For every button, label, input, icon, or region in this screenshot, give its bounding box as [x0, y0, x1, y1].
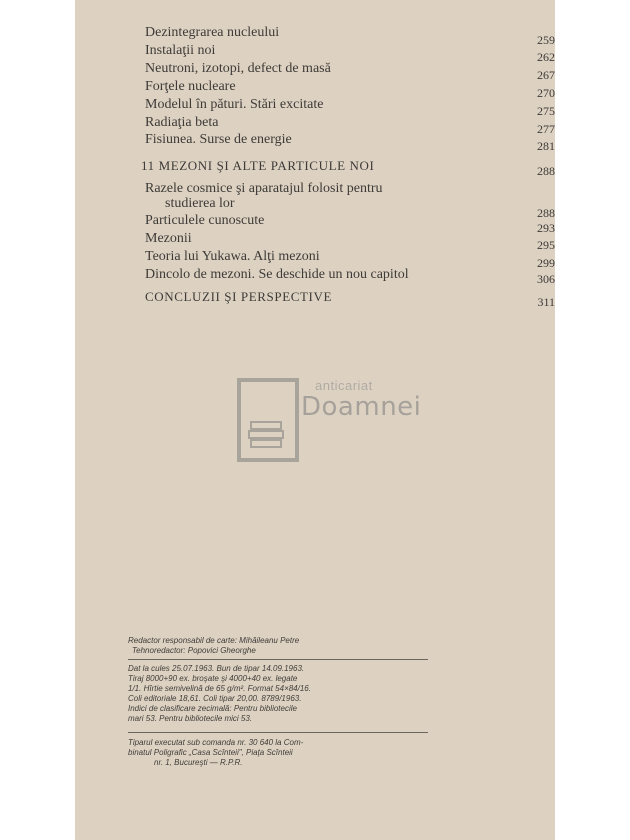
- colophon-line: 1/1. Hîrtie semivelină de 65 g/m². Format 54×84/16.: [128, 684, 311, 693]
- toc-entry-page: 259: [537, 33, 555, 47]
- colophon-printer: [128, 738, 428, 768]
- toc-entry: [75, 42, 555, 64]
- toc-entry-page: 293: [537, 221, 555, 235]
- toc-entry: [75, 195, 555, 220]
- toc-entry-title: Instalaţii noi: [145, 43, 216, 58]
- toc-entry-page: 295: [537, 238, 555, 252]
- toc-chapter: [75, 288, 555, 309]
- toc-entry-title: Radiaţia beta: [145, 115, 219, 130]
- toc-entry: [75, 24, 555, 47]
- toc-entry-title: Dincolo de mezoni. Se deschide un nou capitol: [145, 267, 409, 282]
- colophon-line: Tiparul executat sub comanda nr. 30 640 la Com-: [128, 738, 304, 747]
- colophon-line: Tiraj 8000+90 ex. broşate şi 4000+40 ex. legate: [128, 674, 298, 683]
- watermark-line2: Doamnei: [301, 392, 422, 422]
- toc-entry-title: Neutroni, izotopi, defect de masă: [145, 61, 331, 76]
- toc-entry-title: Mezonii: [145, 231, 192, 246]
- toc-entry-page: 299: [537, 256, 555, 270]
- toc-entry: [75, 78, 555, 100]
- colophon-line: Coli editoriale 18,61. Coli tipar 20,00. 8789/1963.: [128, 694, 302, 703]
- toc-entry: [75, 230, 555, 252]
- toc-entry-title: Particulele cunoscute: [145, 213, 265, 228]
- toc-entry: [75, 114, 555, 136]
- toc-entry-title: Fisiunea. Surse de energie: [145, 132, 292, 147]
- toc-entry: [75, 131, 555, 153]
- toc-chapter-title: 11 MEZONI ŞI ALTE PARTICULE NOI: [141, 158, 375, 173]
- toc-entry-page: 270: [537, 86, 555, 100]
- toc-entry-title: Dezintegrarea nucleului: [145, 25, 280, 40]
- toc-entry-title: studierea lor: [165, 196, 235, 211]
- watermark-line1: anticariat: [315, 378, 373, 393]
- toc-entry-page: 306: [537, 272, 555, 286]
- toc-chapter-page: 288: [537, 164, 555, 178]
- toc-entry-title: Teoria lui Yukawa. Alţi mezoni: [145, 249, 320, 264]
- toc-entry-page: 277: [537, 122, 555, 136]
- toc-chapter-page: 311: [537, 295, 555, 309]
- colophon-line: nr. 1, Bucureşti — R.P.R.: [154, 758, 243, 767]
- colophon-print-info: [128, 664, 428, 724]
- colophon-divider: [128, 732, 428, 733]
- colophon-line: mari 53. Pentru bibliotecile mici 53.: [128, 714, 253, 723]
- toc-entry-title: Razele cosmice şi aparatajul folosit pentru: [145, 181, 383, 196]
- toc-entry: [75, 60, 555, 82]
- colophon-divider: [128, 659, 428, 660]
- toc-chapter: [75, 157, 555, 178]
- toc-entry: [75, 266, 555, 284]
- toc-entry: [75, 248, 555, 270]
- toc-entry-page: 281: [537, 139, 555, 153]
- colophon-line: binatul Poligrafic „Casa Scînteii", Piaţa Scînteii: [128, 748, 293, 757]
- toc-entry: [75, 212, 555, 235]
- toc-entry-title: Forţele nucleare: [145, 79, 236, 94]
- colophon-line: Dat la cules 25.07.1963. Bun de tipar 14.09.1963.: [128, 664, 305, 673]
- toc-entry-page: 262: [537, 50, 555, 64]
- colophon-line: Indici de clasificare zecimală: Pentru bibliotecile: [128, 704, 297, 713]
- toc-entry-page: 267: [537, 68, 555, 82]
- toc-entry-title: Modelul în pături. Stări excitate: [145, 97, 324, 112]
- toc-chapter-title: CONCLUZII ŞI PERSPECTIVE: [145, 289, 333, 304]
- toc-entry-page: 275: [537, 104, 555, 118]
- toc-entry: [75, 96, 555, 118]
- colophon-line: Tehnoredactor: Popovici Gheorghe: [132, 646, 256, 655]
- book-stack-icon: [237, 378, 299, 462]
- colophon-line: Redactor responsabil de carte: Mihăileanu Petre: [128, 636, 300, 645]
- toc-entry-page: 288: [537, 206, 555, 220]
- colophon-editors: [128, 636, 428, 656]
- watermark-logo: [237, 378, 422, 462]
